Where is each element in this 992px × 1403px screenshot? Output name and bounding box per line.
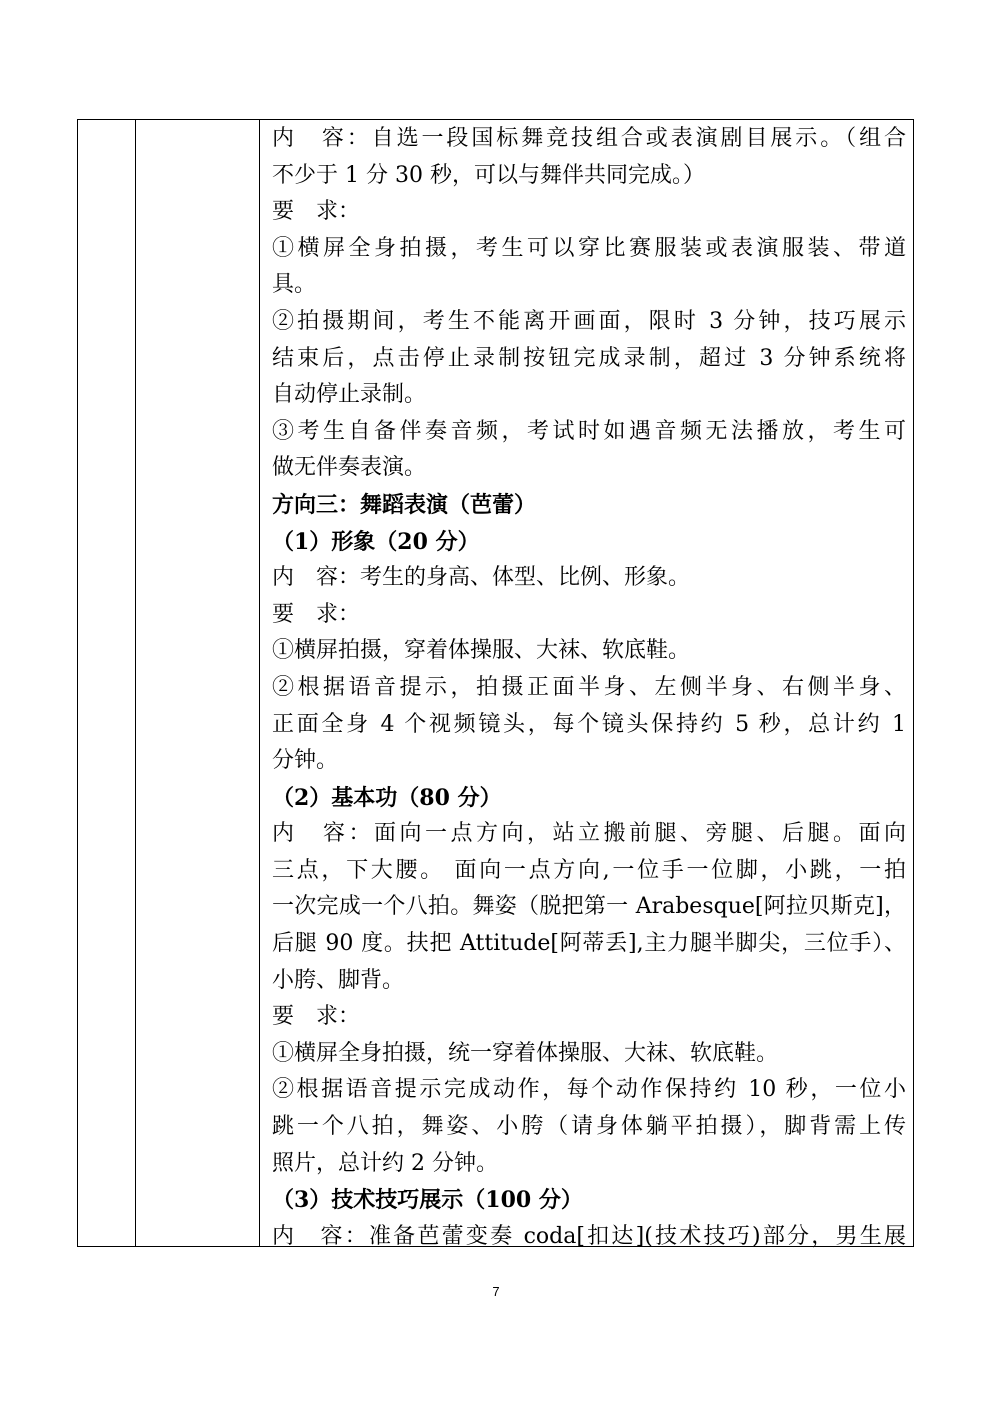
text-line: ①横屏全身拍摄，统一穿着体操服、大袜、软底鞋。 [272,1040,779,1066]
text-line: ③考生自备伴奏音频，考试时如遇音频无法播放，考生可 [272,418,906,444]
text-line: 要 求： [272,199,361,225]
text-line: 三点，下大腰。 面向一点方向,一位手一位脚，小跳，一拍 [272,857,906,883]
table-column-divider-2 [259,120,260,1246]
text-line: 跳一个八拍，舞姿、小胯（请身体躺平拍摄），脚背需上传 [272,1114,906,1140]
text-line: 内 容：面向一点方向，站立搬前腿、旁腿、后腿。面向 [272,821,906,847]
text-line: 内 容：准备芭蕾变奏 coda[扣达](技术技巧)部分，男生展 [272,1223,906,1249]
text-line: 分钟。 [272,748,339,774]
section-heading: 方向三：舞蹈表演（芭蕾） [272,491,537,518]
text-line: ②根据语音提示完成动作，每个动作保持约 10 秒，一位小 [272,1077,906,1103]
text-line: 后腿 90 度。扶把 Attitude[阿蒂丢],主力腿半脚尖，三位手）、 [272,931,906,957]
text-line: 内 容：自选一段国标舞竞技组合或表演剧目展示。（组合 [272,126,906,151]
text-line: 照片，总计约 2 分钟。 [272,1150,498,1176]
text-line: 一次完成一个八拍。舞姿（脱把第一 Arabesque[阿拉贝斯克]， [272,894,906,920]
section-heading: （3）技术技巧展示（100 分） [272,1187,583,1214]
text-line: ①横屏拍摄，穿着体操服、大袜、软底鞋。 [272,638,691,664]
text-line: 做无伴奏表演。 [272,455,427,481]
table-column-divider-1 [135,120,136,1246]
text-line: ②根据语音提示，拍摄正面半身、左侧半身、右侧半身、 [272,674,906,700]
section-heading: （1）形象（20 分） [272,528,480,555]
text-line: 要 求： [272,601,361,627]
text-line: 自动停止录制。 [272,382,427,408]
text-line: 不少于 1 分 30 秒，可以与舞伴共同完成。） [272,162,705,188]
text-line: 要 求： [272,1004,361,1030]
table-content-cell [272,121,906,1255]
text-line: ②拍摄期间，考生不能离开画面，限时 3 分钟，技巧展示 [272,308,906,334]
page-number: 7 [492,1284,500,1299]
text-line: ①横屏全身拍摄，考生可以穿比赛服装或表演服装、带道 [272,235,906,261]
text-line: 小胯、脚背。 [272,967,405,993]
section-heading: （2）基本功（80 分） [272,784,502,811]
text-line: 内 容：考生的身高、体型、比例、形象。 [272,565,691,591]
text-line: 正面全身 4 个视频镜头，每个镜头保持约 5 秒，总计约 1 [272,711,906,737]
text-line: 结束后，点击停止录制按钮完成录制，超过 3 分钟系统将 [272,345,906,371]
text-line: 具。 [272,272,317,298]
